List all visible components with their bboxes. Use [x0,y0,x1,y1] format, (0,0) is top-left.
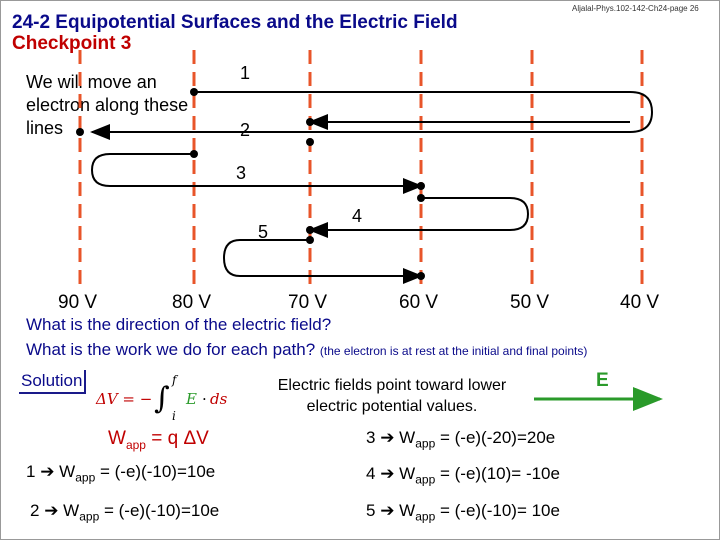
question-work [26,340,587,360]
potential-label-60v: 60 V [399,292,439,313]
path-label-2: 2 [240,120,251,140]
result-sub: app [415,509,436,524]
path-label-5: 5 [258,222,269,242]
svg-text:i: i [172,409,176,423]
slide-title: 24-2 Equipotential Surfaces and the Electric Field [12,12,458,33]
potential-label-40v: 40 V [620,292,660,313]
result-sub: app [75,470,96,485]
path-1-line [92,92,652,132]
slide-subtitle: Checkpoint 3 [12,33,132,54]
wapp-formula [108,428,209,452]
result-sub: app [415,472,436,487]
result-num: 1 [26,462,36,481]
question-work-note: (the electron is at rest at the initial and final points) [319,344,588,358]
equipotential-lines [80,50,642,290]
field-symbol: E [596,370,609,391]
field-direction-text: Electric fields point toward lower electric potential values. [277,377,507,415]
path-label-1: 1 [240,63,251,83]
delta-v-formula [95,373,228,423]
result-expr: = (-e)(10)= -10e [435,464,560,483]
svg-text:·: · [202,390,207,408]
svg-text:f: f [172,373,177,387]
result-w: W [399,428,416,447]
result-sub: app [79,509,100,524]
result-num: 4 [366,464,376,483]
path-label-4: 4 [352,206,363,226]
result-expr: = (-e)(-10)= 10e [435,501,560,520]
result-sub: app [415,436,436,451]
page-credit: Aljalal-Phys.102-142-Ch24-page 26 [572,4,699,13]
solution-label: Solution [19,370,86,394]
svg-text:ds: ds [210,390,228,408]
potential-label-80v: 80 V [172,292,212,313]
result-path-2: 2 ➔ $W_{app} = (-e)(-10)=10e$ [30,501,220,524]
result-path-1: 1 ➔ $W_{app} = (-e)(-10)=10e$ [26,462,216,485]
result-path-4: 4 ➔ $W_{app} = (-e)(10)= -10e$ [366,464,560,487]
potential-label-90v: 90 V [58,292,98,313]
svg-text:ΔV = −: ΔV = − [96,390,153,408]
result-expr: = (-e)(-10)=10e [99,501,220,520]
result-w: W [399,464,416,483]
svg-text:∫: ∫ [154,381,170,416]
result-num: 2 [30,501,40,520]
potential-label-50v: 50 V [510,292,550,313]
result-w: W [63,501,80,520]
path-4-line [310,198,528,230]
result-path-5: 5 ➔ $W_{app} = (-e)(-10)= 10e$ [366,501,560,524]
result-expr: = (-e)(-20)=20e [435,428,556,447]
result-num: 5 [366,501,376,520]
path-5-line [224,240,421,276]
result-num: 3 [366,428,376,447]
wapp-sub: app [125,437,146,452]
result-expr: = (-e)(-10)=10e [95,462,216,481]
question-work-text: What is the work we do for each path? [26,340,316,359]
wapp-w: W [108,428,126,449]
result-w: W [59,462,76,481]
potential-label-70v: 70 V [288,292,328,313]
result-path-3: 3 ➔ $W_{app} = (-e)(-20)=20e$ [366,428,556,451]
svg-text:E: E [186,390,197,408]
question-field-direction: What is the direction of the electric field? [26,315,332,334]
result-w: W [399,501,416,520]
intro-text: We will move an electron along these lines [26,72,189,138]
path-3-line [92,154,421,186]
path-label-3: 3 [236,163,247,183]
wapp-rest: = q ΔV [145,428,209,449]
